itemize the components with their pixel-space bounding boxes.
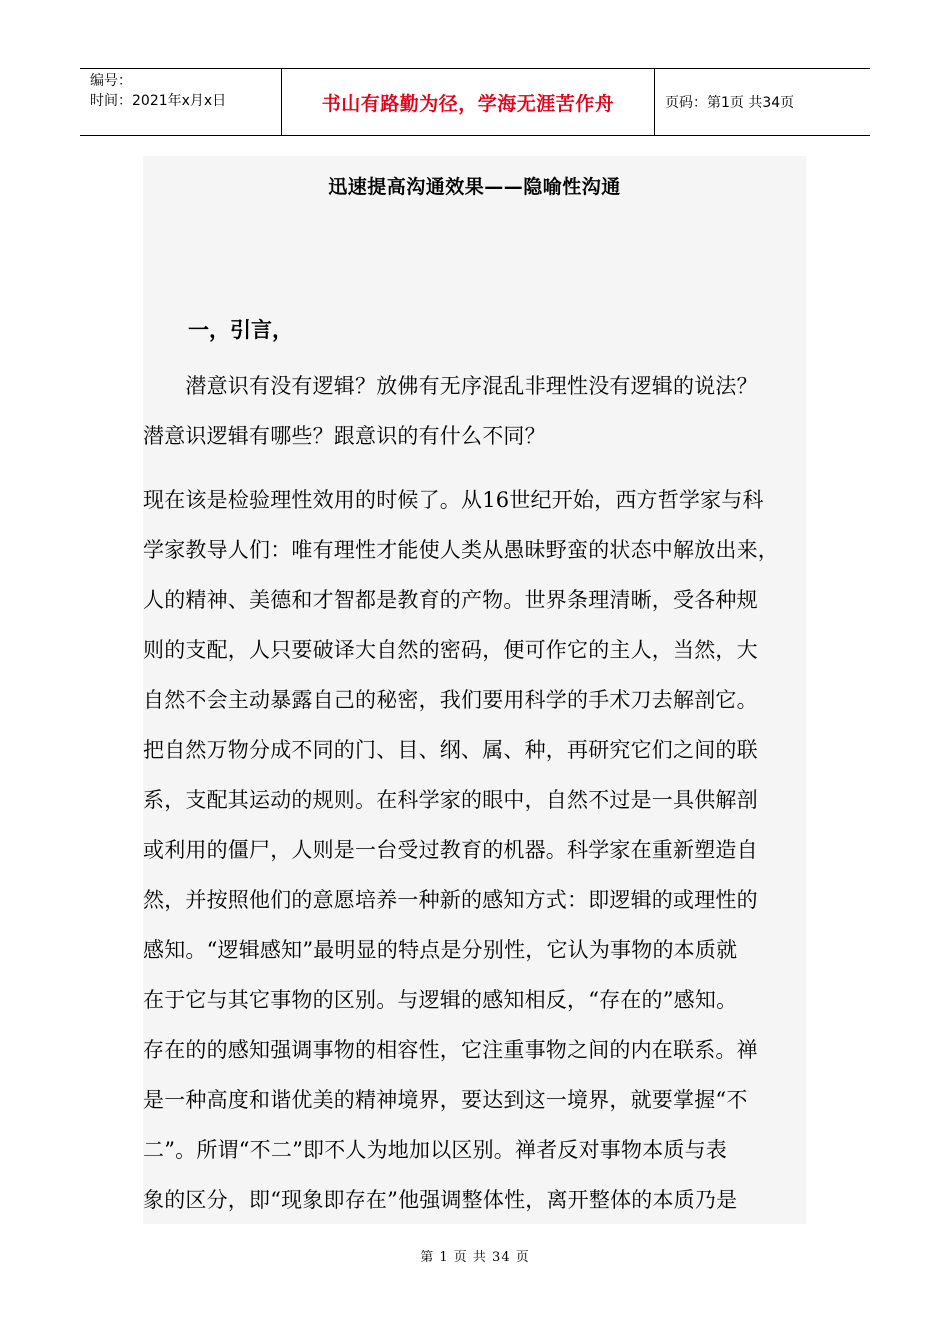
paragraph-line: 自然不会主动暴露自己的秘密，我们要用科学的手术刀去解剖它。 bbox=[143, 688, 758, 712]
paragraph-line: 则的支配，人只要破译大自然的密码，便可作它的主人，当然，大 bbox=[143, 638, 758, 662]
header-page-info: 页码：第1页 共34页 bbox=[665, 95, 795, 111]
section-heading: 一，引言， bbox=[188, 318, 293, 342]
paragraph-line: 潜意识逻辑有哪些？跟意识的有什么不同？ bbox=[143, 424, 546, 448]
header-page-info-cell bbox=[655, 69, 870, 135]
page-footer: 第 1 页 共 34 页 bbox=[420, 1250, 530, 1265]
paragraph-line: 感知。“逻辑感知”最明显的特点是分别性，它认为事物的本质就 bbox=[143, 938, 738, 962]
header-meta bbox=[80, 69, 282, 135]
paragraph-line: 潜意识有没有逻辑？放佛有无序混乱非理性没有逻辑的说法？ bbox=[143, 374, 758, 398]
paragraph-line: 学家教导人们：唯有理性才能使人类从愚昧野蛮的状态中解放出来， bbox=[143, 538, 779, 562]
document-title: 迅速提高沟通效果——隐喻性沟通 bbox=[328, 176, 621, 198]
paragraph-line: 存在的的感知强调事物的相容性，它注重事物之间的内在联系。禅 bbox=[143, 1038, 758, 1062]
paragraph-line: 是一种高度和谐优美的精神境界，要达到这一境界，就要掌握“不 bbox=[143, 1088, 748, 1112]
paragraph-1 bbox=[143, 361, 806, 461]
page-header bbox=[80, 68, 870, 136]
paragraph-line: 系，支配其运动的规则。在科学家的眼中，自然不过是一具供解剖 bbox=[143, 788, 758, 812]
paragraph-2 bbox=[143, 475, 806, 1225]
number-label: 编号： bbox=[90, 73, 132, 89]
paragraph-line: 在于它与其它事物的区别。与逻辑的感知相反，“存在的”感知。 bbox=[143, 988, 738, 1012]
paragraph-line: 象的区分，即“现象即存在”他强调整体性，离开整体的本质乃是 bbox=[143, 1188, 738, 1212]
paragraph-line: 或利用的僵尸，人则是一台受过教育的机器。科学家在重新塑造自 bbox=[143, 838, 758, 862]
paragraph-line: 现在该是检验理性效用的时候了。从16世纪开始，西方哲学家与科 bbox=[143, 488, 764, 512]
paragraph-line: 人的精神、美德和才智都是教育的产物。世界条理清晰，受各种规 bbox=[143, 588, 758, 612]
header-motto-cell bbox=[282, 69, 655, 135]
time-label: 时间：2021年x月x日 bbox=[90, 93, 227, 109]
paragraph-line: 把自然万物分成不同的门、目、纲、属、种，再研究它们之间的联 bbox=[143, 738, 758, 762]
paragraph-line: 二”。所谓“不二”即不人为地加以区别。禅者反对事物本质与表 bbox=[143, 1138, 728, 1162]
paragraph-line: 然，并按照他们的意愿培养一种新的感知方式：即逻辑的或理性的 bbox=[143, 888, 758, 912]
header-motto: 书山有路勤为径，学海无涯苦作舟 bbox=[321, 92, 615, 115]
